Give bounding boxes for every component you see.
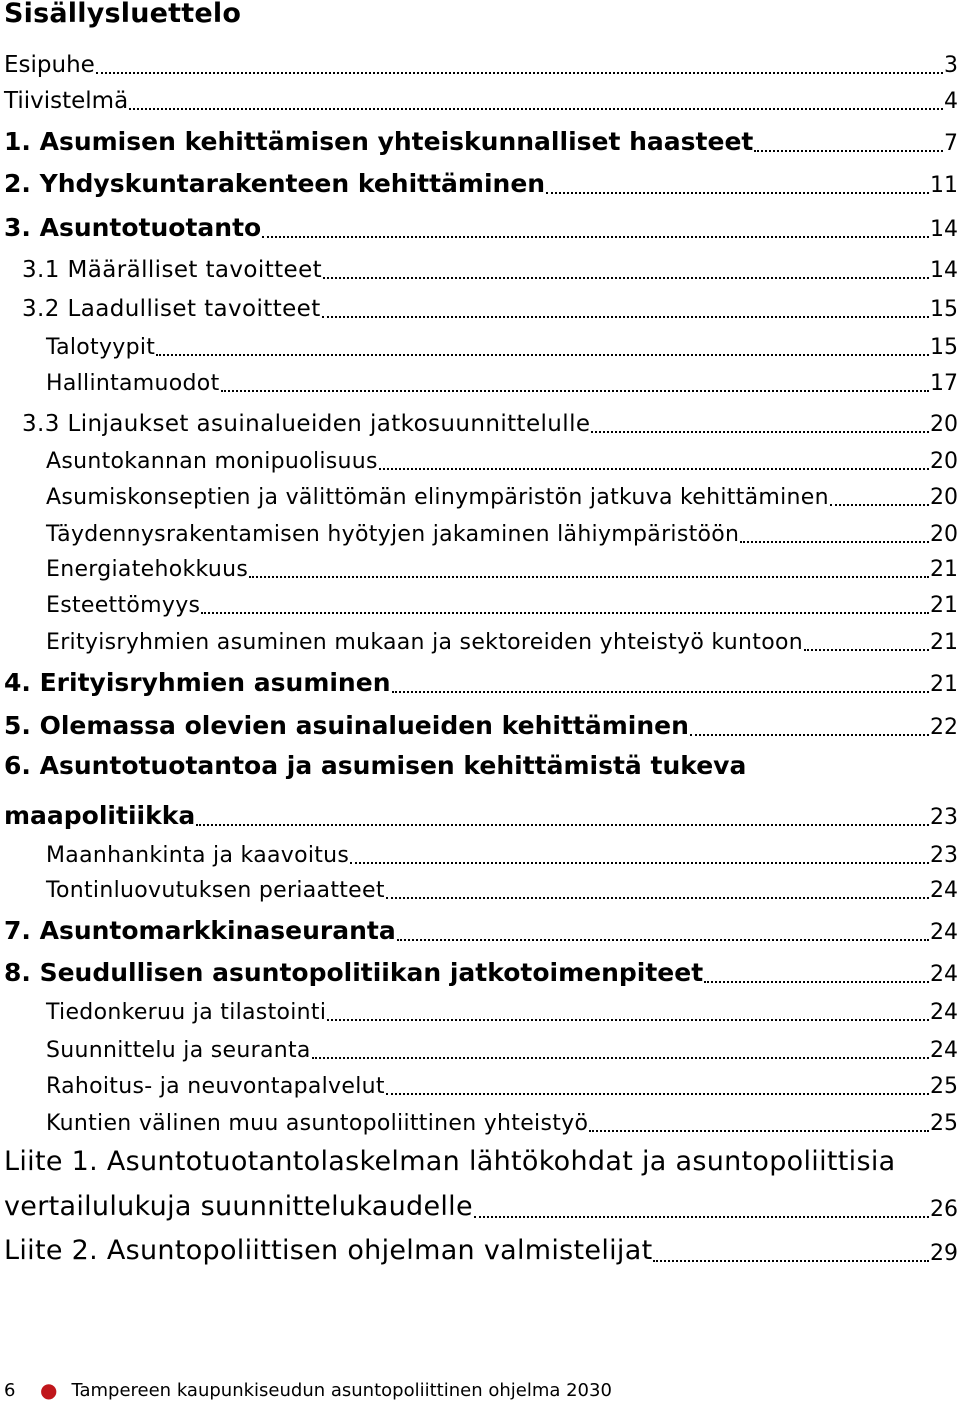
toc-entry-label: Hallintamuodot [46,371,220,396]
toc-entry[interactable] [0,991,958,1025]
toc-entry-label: 4. Erityisryhmien asuminen [4,668,391,697]
page-footer [4,1378,612,1402]
toc-entry[interactable] [0,1102,958,1136]
toc-entry-label: 7. Asuntomarkkinaseuranta [4,916,396,945]
dot-leader [96,71,943,74]
toc-entry-page-number: 25 [930,1074,958,1099]
toc-entry-page-number: 24 [930,1038,958,1063]
footer-page-number: 6 [4,1379,16,1401]
toc-entry[interactable] [0,164,958,198]
toc-entry-label: 3.3 Linjaukset asuinalueiden jatkosuunnittelulle [22,411,591,437]
toc-entry-label: Tiedonkeruu ja tilastointi [46,1000,327,1025]
dot-leader [129,107,943,110]
toc-entry-page-number: 29 [930,1241,958,1266]
toc-entry-page-number: 11 [930,173,958,198]
dot-leader [546,191,929,194]
toc-entry[interactable] [0,122,958,156]
toc-entry[interactable] [0,440,958,474]
dot-leader [249,575,929,578]
toc-entry-page-number: 15 [930,297,958,322]
dot-leader [327,1018,929,1021]
toc-entry-label: Kuntien välinen muu asuntopoliittinen yhteistyö [46,1111,589,1136]
toc-entry-page-number: 23 [930,805,958,830]
dot-leader [740,540,929,543]
dot-leader [386,896,929,899]
toc-entry[interactable] [0,869,958,903]
toc-entry-label: maapolitiikka [4,801,196,830]
toc-entry[interactable] [0,584,958,618]
toc-entry[interactable] [0,706,958,740]
toc-entry-label: 3.1 Määrälliset tavoitteet [22,257,323,283]
toc-entry-page-number: 4 [944,89,958,114]
toc-entry[interactable] [0,1029,958,1063]
toc-entry[interactable] [0,663,958,697]
toc-entry-page-number: 26 [930,1197,958,1222]
dot-leader [754,149,943,152]
toc-entry-page-number: 21 [930,593,958,618]
dot-leader [350,861,929,864]
toc-entry[interactable] [0,548,958,582]
dot-leader [589,1129,929,1132]
toc-entry-page-number: 20 [930,412,958,437]
toc-entry-page-number: 17 [930,371,958,396]
toc-entry[interactable] [0,796,958,830]
toc-entry[interactable] [0,1065,958,1099]
dot-leader [474,1215,929,1218]
toc-entry-page-number: 14 [930,258,958,283]
toc-entry[interactable] [0,1232,958,1266]
dot-leader [201,611,929,614]
toc-entry[interactable] [0,326,958,360]
toc-entry-page-number: 3 [944,53,958,78]
footer-bullet-icon: ● [40,1378,58,1402]
toc-entry-label: Asuntokannan monipuolisuus [46,449,378,474]
toc-entry-page-number: 25 [930,1111,958,1136]
toc-entry-label: Energiatehokkuus [46,557,249,582]
toc-entry-label: Tiivistelmä [4,88,129,114]
toc-entry-label: vertailulukuja suunnittelukaudelle [4,1191,473,1222]
dot-leader [196,823,929,826]
toc-entry-label: 2. Yhdyskuntarakenteen kehittäminen [4,169,546,198]
toc-entry-label: Liite 2. Asuntopoliittisen ohjelman valmistelijat [4,1235,653,1266]
toc-entry-page-number: 15 [930,335,958,360]
toc-entry-label: Rahoitus- ja neuvontapalvelut [46,1074,385,1099]
dot-leader [704,980,929,983]
toc-entry-label: 1. Asumisen kehittämisen yhteiskunnalliset haasteet [4,127,754,156]
toc-entry[interactable] [0,953,958,987]
toc-entry-page-number: 20 [930,485,958,510]
dot-leader [397,938,929,941]
toc-entry-page-number: 24 [930,1000,958,1025]
dot-leader [830,503,929,506]
toc-entry-page-number: 23 [930,843,958,868]
dot-leader [653,1259,929,1262]
dot-leader [262,235,929,238]
toc-entry-label: 8. Seudullisen asuntopolitiikan jatkotoimenpiteet [4,958,704,987]
toc-entry-label: Asumiskonseptien ja välittömän elinympäristön jatkuva kehittäminen [46,485,829,510]
toc-entry-label: 5. Olemassa olevien asuinalueiden kehittäminen [4,711,689,740]
dot-leader [804,648,929,651]
toc-entry-label: Suunnittelu ja seuranta [46,1038,311,1063]
dot-leader [379,467,929,470]
toc-entry-page-number: 21 [930,630,958,655]
dot-leader [690,733,929,736]
toc-entry-label: Esipuhe [4,52,95,78]
toc-entry-label: Erityisryhmien asuminen mukaan ja sektoreiden yhteistyö kuntoon [46,630,803,655]
toc-entry[interactable] [0,80,958,114]
dot-leader [386,1092,929,1095]
dot-leader [322,315,929,318]
toc-entry[interactable] [0,911,958,945]
toc-entry-label: 3. Asuntotuotanto [4,213,262,242]
toc-entry[interactable] [0,403,958,437]
dot-leader [221,389,930,392]
toc-entry-first-line: 6. Asuntotuotantoa ja asumisen kehittämistä tukeva [4,751,747,780]
footer-text: Tampereen kaupunkiseudun asuntopoliittinen ohjelma 2030 [71,1379,612,1401]
dot-leader [323,276,929,279]
dot-leader [591,430,929,433]
toc-entry[interactable] [0,1188,958,1222]
toc-entry[interactable] [0,513,958,547]
toc-entry-first-line: Liite 1. Asuntotuotantolaskelman lähtökohdat ja asuntopoliittisia [4,1146,896,1177]
toc-entry[interactable] [0,362,958,396]
toc-entry-page-number: 20 [930,449,958,474]
page-title: Sisällysluettelo [4,0,242,29]
dot-leader [156,353,929,356]
toc-entry-label: Tontinluovutuksen periaatteet [46,878,385,903]
toc-entry-label: Esteettömyys [46,593,201,618]
toc-entry-page-number: 22 [930,715,958,740]
toc-entry[interactable] [0,621,958,655]
toc-entry[interactable] [0,834,958,868]
toc-entry-page-number: 7 [944,131,958,156]
toc-entry-label: Täydennysrakentamisen hyötyjen jakaminen lähiympäristöön [46,522,740,547]
toc-entry-label: 3.2 Laadulliset tavoitteet [22,296,321,322]
toc-entry-page-number: 21 [930,557,958,582]
toc-entry[interactable] [0,249,958,283]
toc-entry-label: Talotyypit [46,335,156,360]
toc-entry-page-number: 24 [930,920,958,945]
dot-leader [392,690,930,693]
toc-entry-page-number: 21 [930,672,958,697]
toc-entry[interactable] [0,208,958,242]
toc-entry-page-number: 24 [930,962,958,987]
toc-entry[interactable] [0,476,958,510]
toc-entry-page-number: 14 [930,217,958,242]
dot-leader [312,1056,929,1059]
toc-entry-page-number: 24 [930,878,958,903]
toc-entry[interactable] [0,44,958,78]
toc-entry-page-number: 20 [930,522,958,547]
toc-entry-label: Maanhankinta ja kaavoitus [46,843,350,868]
toc-entry[interactable] [0,288,958,322]
